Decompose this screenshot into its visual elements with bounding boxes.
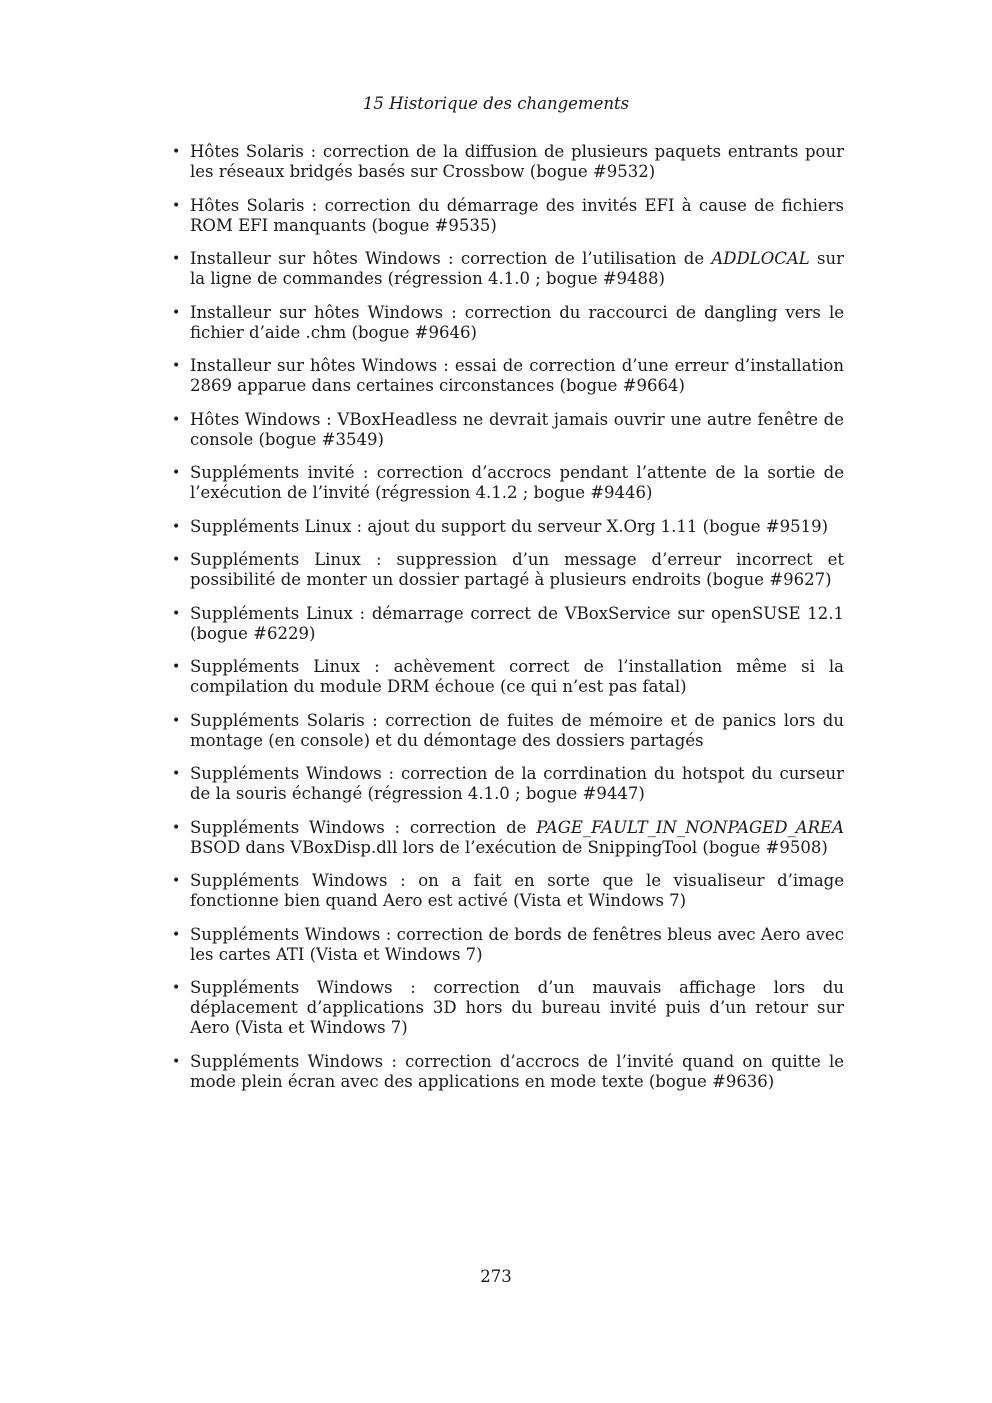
list-item xyxy=(172,1052,844,1092)
item-text: Suppléments Solaris : correction de fuites de mémoire et de panics lors du montage (en console) et du démontage des dossiers partagés xyxy=(190,710,844,750)
item-emphasis: ADDLOCAL xyxy=(711,249,810,268)
item-text: Suppléments invité : correction d’accrocs pendant l’attente de la sortie de l’exécution de l’invité (régression 4.1.2 ; bogue #9446) xyxy=(190,463,844,502)
list-item xyxy=(172,764,844,804)
running-header: 15 Historique des changements xyxy=(362,94,630,113)
bullet-icon: • xyxy=(172,712,181,729)
list-item xyxy=(172,142,844,182)
list-item xyxy=(172,356,844,396)
bullet-icon: • xyxy=(172,926,181,943)
item-text-tail: BSOD dans VBoxDisp.dll lors de l’exécution de SnippingTool (bogue #9508) xyxy=(190,837,828,857)
item-text: Suppléments Windows : correction de bords de fenêtres bleus avec Aero avec les cartes ATI (Vista et Windows 7) xyxy=(190,924,844,964)
item-text: Suppléments Linux : suppression d’un message d’erreur incorrect et possibilité de monter un dossier partagé à plusieurs endroits (bogue #9627) xyxy=(190,550,844,589)
bullet-icon: • xyxy=(172,518,181,535)
list-item xyxy=(172,463,844,503)
item-text: Suppléments Windows : correction de la corrdination du hotspot du curseur de la souris échangé (régression 4.1.0 ; bogue #9447) xyxy=(190,764,844,803)
list-item xyxy=(172,711,844,751)
item-text: Hôtes Solaris : correction du démarrage des invités EFI à cause de fichiers ROM EFI manquants (bogue #9535) xyxy=(190,195,844,235)
changelog-list xyxy=(172,142,844,1105)
bullet-icon: • xyxy=(172,251,181,267)
bullet-icon: • xyxy=(172,144,181,160)
list-item xyxy=(172,818,844,858)
item-text: Suppléments Windows : correction d’accrocs de l’invité quand on quitte le mode plein écran avec des applications en mode texte (bogue #9636) xyxy=(190,1051,844,1091)
list-item xyxy=(172,657,844,697)
bullet-icon: • xyxy=(172,304,181,321)
bullet-icon: • xyxy=(172,659,181,675)
item-text: Suppléments Windows : on a fait en sorte que le visualiseur d’image fonctionne bien quand Aero est activé (Vista et Windows 7) xyxy=(190,871,844,910)
item-text-tail: sur la ligne de commandes (régression 4.1.0 ; bogue #9488) xyxy=(190,249,844,288)
bullet-icon: • xyxy=(172,980,181,996)
list-item xyxy=(172,925,844,965)
item-text: Suppléments Linux : achèvement correct de l’installation même si la compilation du module DRM échoue (ce qui n’est pas fatal) xyxy=(190,657,844,696)
bullet-icon: • xyxy=(172,358,181,374)
item-text: Hôtes Windows : VBoxHeadless ne devrait jamais ouvrir une autre fenêtre de console (bogue #3549) xyxy=(190,409,844,449)
list-item xyxy=(172,196,844,236)
list-item xyxy=(172,550,844,590)
list-item xyxy=(172,410,844,450)
item-text: Suppléments Windows : correction de xyxy=(190,817,537,837)
page-number: 273 xyxy=(480,1267,512,1286)
item-text: Installeur sur hôtes Windows : correction du raccourci de dangling vers le fichier d’aide .chm (bogue #9646) xyxy=(190,302,844,342)
list-item xyxy=(172,604,844,644)
bullet-icon: • xyxy=(172,873,181,889)
bullet-icon: • xyxy=(172,411,181,428)
item-text: Suppléments Linux : démarrage correct de VBoxService sur openSUSE 12.1 (bogue #6229) xyxy=(190,603,844,643)
list-item xyxy=(172,871,844,911)
bullet-icon: • xyxy=(172,605,181,622)
list-item xyxy=(172,978,844,1038)
list-item xyxy=(172,517,844,537)
item-text: Suppléments Linux : ajout du support du serveur X.Org 1.11 (bogue #9519) xyxy=(190,516,829,536)
item-text: Installeur sur hôtes Windows : essai de correction d’une erreur d’installation 2869 apparue dans certaines circonstances (bogue #9664) xyxy=(190,356,844,395)
bullet-icon: • xyxy=(172,766,181,782)
list-item xyxy=(172,303,844,343)
list-item xyxy=(172,249,844,289)
item-emphasis: PAGE_FAULT_IN_NONPAGED_AREA xyxy=(536,817,844,837)
item-text: Hôtes Solaris : correction de la diffusion de plusieurs paquets entrants pour les réseaux bridgés basés sur Crossbow (bogue #9532) xyxy=(190,142,844,181)
bullet-icon: • xyxy=(172,819,181,836)
item-text: Suppléments Windows : correction d’un mauvais affichage lors du déplacement d’applications 3D hors du bureau invité puis d’un retour sur Aero (Vista et Windows 7) xyxy=(190,978,844,1037)
item-text: Installeur sur hôtes Windows : correction de l’utilisation de xyxy=(190,249,712,268)
bullet-icon: • xyxy=(172,197,181,214)
bullet-icon: • xyxy=(172,552,181,568)
bullet-icon: • xyxy=(172,1053,181,1070)
bullet-icon: • xyxy=(172,465,181,481)
